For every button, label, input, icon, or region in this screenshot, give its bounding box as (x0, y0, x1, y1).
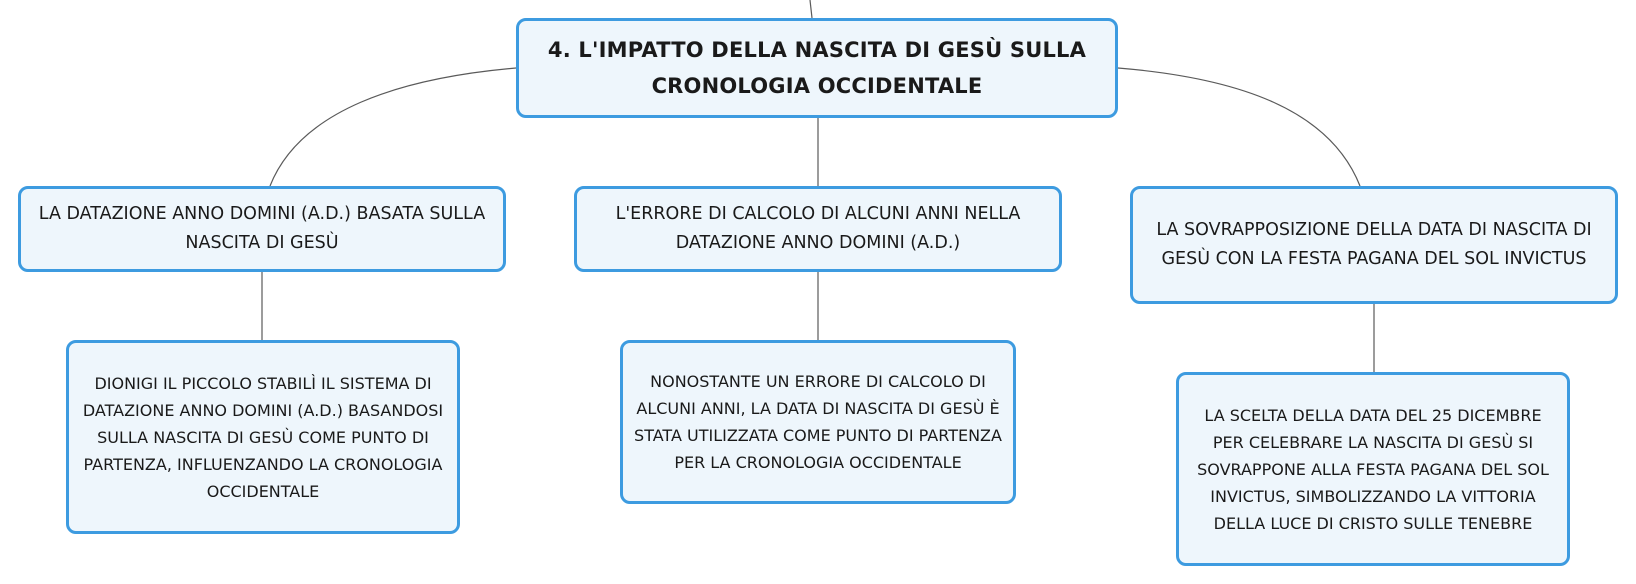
detail-label: NONOSTANTE UN ERRORE DI CALCOLO DI ALCUNI ANNI, LA DATA DI NASCITA DI GESÙ È STATA UTILIZZATA COME PUNTO DI PARTENZA PER LA CRONOLOGIA OCCIDENTALE (634, 372, 1002, 472)
branch-node-calculation-error[interactable] (574, 186, 1062, 272)
detail-node-anno-domini[interactable] (66, 340, 460, 534)
branch-label: L'ERRORE DI CALCOLO DI ALCUNI ANNI NELLA DATAZIONE ANNO DOMINI (A.D.) (615, 204, 1021, 253)
root-topic-label: 4. L'IMPATTO DELLA NASCITA DI GESÙ SULLA CRONOLOGIA OCCIDENTALE (547, 38, 1087, 98)
connector-root-to-branch-3 (1118, 68, 1360, 186)
connector-root-to-branch-1 (270, 68, 516, 186)
root-topic-node[interactable] (516, 18, 1118, 118)
branch-node-sol-invictus[interactable] (1130, 186, 1618, 304)
detail-label: DIONIGI IL PICCOLO STABILÌ IL SISTEMA DI DATAZIONE ANNO DOMINI (A.D.) BASANDOSI SULLA NASCITA DI GESÙ COME PUNTO DI PARTENZA, INFLUENZANDO LA CRONOLOGIA OCCIDENTALE (82, 373, 444, 501)
detail-node-calculation-error[interactable] (620, 340, 1016, 504)
branch-label: LA SOVRAPPOSIZIONE DELLA DATA DI NASCITA DI GESÙ CON LA FESTA PAGANA DEL SOL INVICTUS (1156, 220, 1592, 269)
connector-parent-to-root (810, 0, 812, 18)
detail-label: LA SCELTA DELLA DATA DEL 25 DICEMBRE PER CELEBRARE LA NASCITA DI GESÙ SI SOVRAPPONE ALLA FESTA PAGANA DEL SOL INVICTUS, SIMBOLIZZANDO LA VITTORIA DELLA LUCE DI CRISTO SULLE TENEBRE (1197, 405, 1549, 533)
detail-node-sol-invictus[interactable] (1176, 372, 1570, 566)
branch-node-anno-domini[interactable] (18, 186, 506, 272)
branch-label: LA DATAZIONE ANNO DOMINI (A.D.) BASATA SULLA NASCITA DI GESÙ (38, 204, 486, 253)
